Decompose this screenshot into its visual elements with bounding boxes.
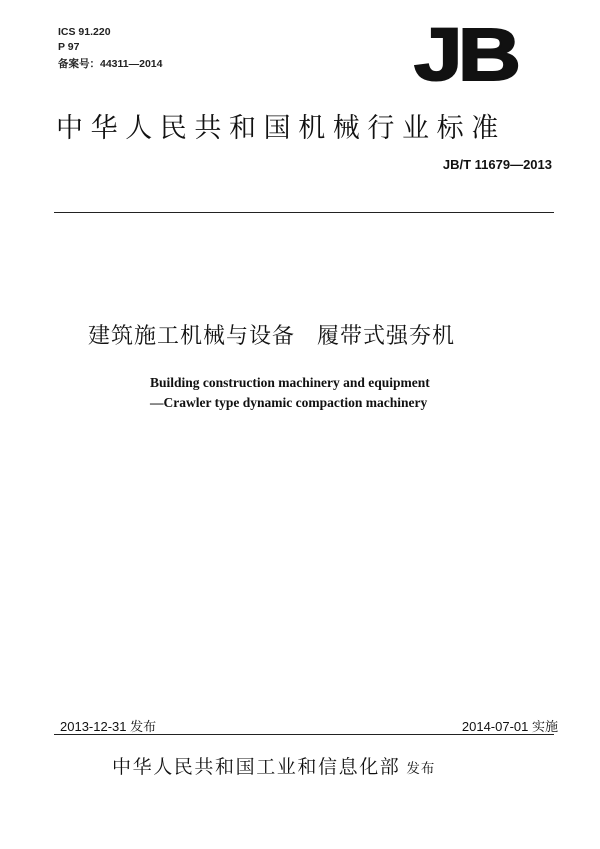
issuer-name: 中华人民共和国工业和信息化部 — [112, 756, 401, 778]
category-code: P 97 — [58, 41, 80, 53]
standard-type-title: 中华人民共和国机械行业标准 — [56, 113, 506, 144]
english-title-line1: Building construction machinery and equipment — [150, 375, 430, 390]
issuer-action: 发布 — [406, 761, 436, 777]
standard-number: JB/T 11679—2013 — [442, 157, 552, 172]
chinese-title — [88, 319, 455, 350]
chinese-title-part2: 履带式强夯机 — [317, 324, 456, 349]
english-title-line2: —Crawler type dynamic compaction machinery — [150, 395, 428, 410]
ics-code: ICS 91.220 — [58, 26, 111, 38]
record-number: 备案号：44311—2014 — [58, 58, 163, 70]
jb-logo-text: JB — [414, 13, 517, 96]
issuer-line — [112, 752, 435, 779]
top-divider — [54, 212, 554, 213]
bottom-divider — [54, 734, 554, 735]
issue-date: 2013-12-31 发布 — [60, 719, 157, 734]
jb-logo — [414, 13, 552, 96]
implementation-date: 2014-07-01 实施 — [461, 719, 558, 734]
chinese-title-part1: 建筑施工机械与设备 — [88, 324, 296, 349]
